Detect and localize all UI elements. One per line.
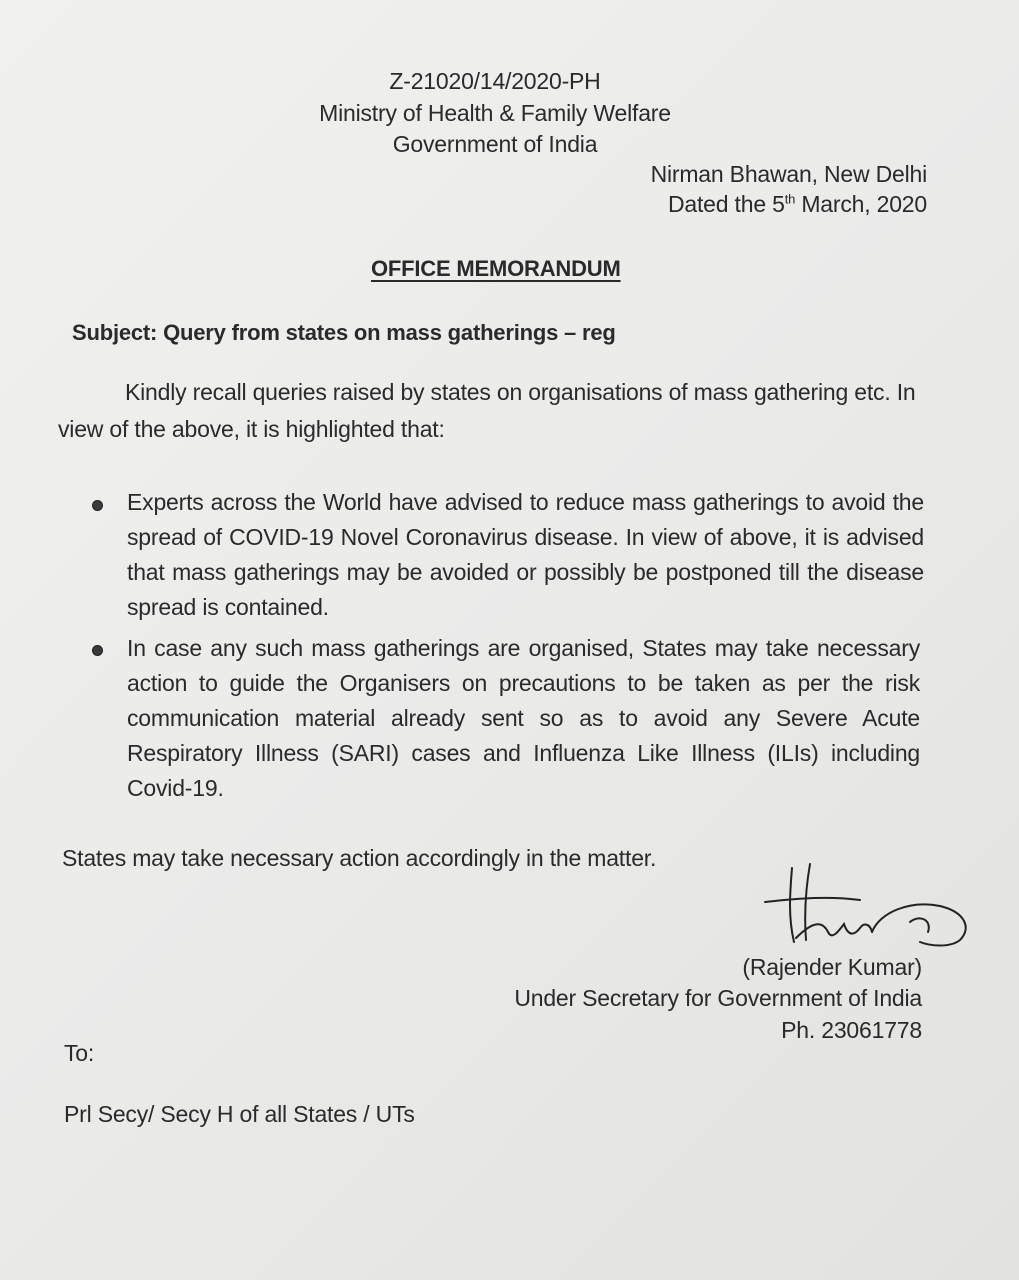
date: Dated the 5th March, 2020 [667, 191, 927, 217]
ministry-name: Ministry of Health & Family Welfare [319, 100, 671, 126]
bullet-dot [92, 500, 103, 511]
signature-icon [760, 862, 980, 952]
signatory-name: (Rajender Kumar) [742, 954, 922, 980]
recipient: Prl Secy/ Secy H of all States / UTs [64, 1101, 415, 1127]
place: Nirman Bhawan, New Delhi [650, 161, 927, 187]
document-title: OFFICE MEMORANDUM [371, 256, 621, 281]
subject-line: Subject: Query from states on mass gatherings – reg [72, 320, 616, 345]
signatory-designation: Under Secretary for Government of India [514, 985, 922, 1011]
intro-line-2: view of the above, it is highlighted that: [58, 416, 445, 442]
bullet-point-1: Experts across the World have advised to reduce mass gatherings to avoid the spread of COVID-19 Novel Coronavirus disease. In view of above, it is advised that mass gatherings may be avoided or possibly be postponed till the disease spread is contained. [127, 489, 924, 620]
intro-line-1: Kindly recall queries raised by states on organisations of mass gathering etc. In [125, 379, 916, 405]
bullet-point-2: In case any such mass gatherings are organised, States may take necessary action to guide the Organisers on precautions to be taken as per the risk communication material already sent so as to avoid any Severe Acute Respiratory Illness (SARI) cases and Influenza Like Illness (ILIs) including Covid-19. [127, 635, 920, 801]
bullet-dot [92, 645, 103, 656]
file-number: Z-21020/14/2020-PH [389, 68, 601, 94]
government-name: Government of India [392, 131, 598, 157]
closing-line: States may take necessary action accordingly in the matter. [62, 845, 657, 871]
signatory-phone: Ph. 23061778 [781, 1017, 922, 1043]
to-label: To: [64, 1040, 95, 1066]
